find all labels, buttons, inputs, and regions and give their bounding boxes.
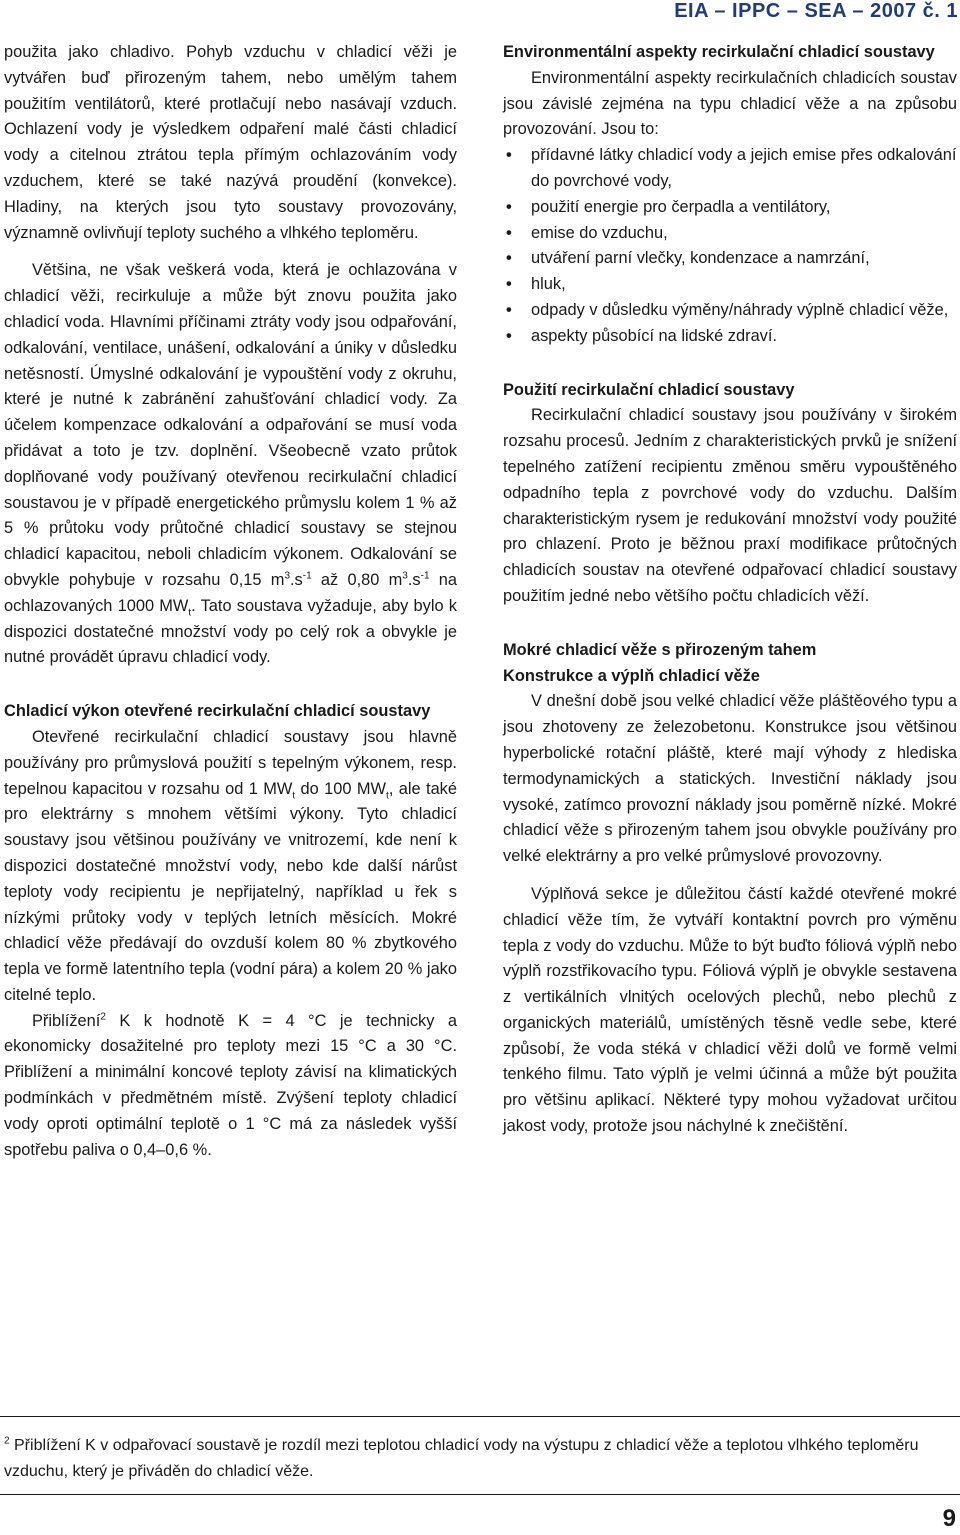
- list-item: • aspekty působící na lidské zdraví.: [503, 324, 957, 350]
- section-heading: Chladicí výkon otevřené recirkulační chladicí soustavy: [4, 702, 431, 721]
- page-header-title: EIA – IPPC – SEA – 2007 č. 1: [674, 0, 958, 22]
- paragraph: Recirkulační chladicí soustavy jsou používány v širokém rozsahu procesů. Jedním z charakteristických prvků je snížení tepelného zatížení recipientu změnou směru vypouštěného odpadního tepla z povrchové vody do vzduchu. Dalším charakteristickým rysem je redukování množství vody použité pro chlazení. Proto je běžnou praxí modifikace průtočných chladicích soustav na otevřené odpařovací chladicí soustavy použitím jedné nebo většího počtu chladicích věží.: [503, 406, 957, 605]
- list-item: • přídavné látky chladicí vody a jejich emise přes odkalování do povrchové vody,: [503, 143, 957, 195]
- bullet-list: [503, 143, 957, 349]
- page-footer-divider: [0, 1494, 960, 1495]
- section-heading: Mokré chladicí věže s přirozeným tahem: [503, 640, 817, 659]
- paragraph: Většina, ne však veškerá voda, která je ochlazována v chladicí věži, recirkuluje a může být znovu použita jako chladicí voda. Hlavními příčinami ztráty vody jsou odpařování, odkalování, ventilace, unášení, odkalování a úniky v důsledku netěsností. Úmyslné odkalování je vypouštění vody z okruhu, které je nutné k zabránění zahušťování chladicí vody. Za účelem kompenzace odkalování a odpařování se musí voda přidávat a toto je tzv. doplnění. Všeobecně vzato průtok doplňované vody používaný otevřenou recirkulační chladicí soustavou je v případě energetického průmyslu kolem 1 % až 5 % průtoku vody průtočné chladicí soustavy se stejnou chladicí kapacitou, neboli chladicím výkonem. Odkalování se obvykle pohybuje v rozsahu 0,15 $m^3.s^{-1}$ až 0,80 $m^3.s^{-1}$ na ochlazovaných 1000 $MW_t$. Tato soustava vyžaduje, aby bylo k dispozici dostatečné množství vody po celý rok a obvykle je nutné provádět úpravu chladicí vody.: [4, 261, 458, 667]
- paragraph: Otevřené recirkulační chladicí soustavy jsou hlavně používány pro průmyslová použití s tepelným výkonem, resp. tepelnou kapacitou v rozsahu od 1 $MW_t$ do 100 $MW_t$, ale také pro elektrárny s mnohem většími výkony. Tyto chladicí soustavy jsou většinou používány ve vnitrozemí, kde není k dispozici dostatečné množství vody, nebo kde další nárůst teploty vody recipientu je nepřijatelný, například u řek s nízkými průtoky vody v teplých letních měsících. Mokré chladicí věže předávají do ovzduší kolem 80 % zbytkového tepla ve formě latentního tepla (vodní pára) a kolem 20 % jako citelné teplo.: [4, 727, 457, 1004]
- paragraph: použita jako chladivo. Pohyb vzduchu v chladicí věži je vytvářen buď přirozeným tahem, nebo umělým tahem použitím ventilátorů, které protlačují nebo nasávají vzduch. Ochlazení vody je výsledkem odpaření malé části chladicí vody a citelnou ztrátou tepla přímým ochlazováním vody vzduchem, které se také nazývá proudění (konvekce). Hladiny, na kterých jsou tyto soustavy provozovány, významně ovlivňují teploty suchého a vlhkého teploměru.: [4, 43, 457, 242]
- section-heading: Environmentální aspekty recirkulační chladicí soustavy: [503, 43, 935, 61]
- paragraph: Výplňová sekce je důležitou částí každé otevřené mokré chladicí věže tím, že vytváří kontaktní povrch pro výměnu tepla z vody do vzduchu. Může to být buďto fóliová výplň nebo výplň rozstřikovacího typu. Fóliová výplň je obvykle sestavena z vertikálních vlnitých ocelových plechů, nebo plechů z organických materiálů, umístěných těsně vedle sebe, které způsobí, že voda stéká v chladicí věži dolů ve formě velmi tenkého filmu. Tato výplň je velmi účinná a může být použita pro většinu aplikací. Některé typy mohou vyžadovat určitou jakost vody, protože jsou náchylné k znečištění.: [503, 884, 957, 1136]
- sub-heading: Konstrukce a výplň chladicí věže: [503, 666, 760, 685]
- footnote: $^2$ Přiblížení K v odpařovací soustavě je rozdíl mezi teplotou chladicí vody na výstupu z chladicí věže a teplotou vlhkého teploměru vzduchu, který je přiváděn do chladicí věže.: [4, 1435, 919, 1480]
- list-item: • odpady v důsledku výměny/náhrady výplně chladicí věže,: [503, 298, 957, 324]
- paragraph: Přiblížení$^2$ K k hodnotě K = 4 °C je technicky a ekonomicky dosažitelné pro teploty mezi 15 °C a 30 °C. Přiblížení a minimální koncové teploty závisí na klimatických podmínkách v předmětném místě. Zvýšení teploty chladicí vody oproti optimální teplotě o 1 °C má za následek vyšší spotřebu paliva o 0,4–0,6 %.: [4, 1011, 457, 1159]
- list-item: • utváření parní vlečky, kondenzace a namrzání,: [503, 246, 957, 272]
- list-item: • použití energie pro čerpadla a ventilátory,: [503, 195, 957, 221]
- list-item: • hluk,: [503, 272, 957, 298]
- paragraph: V dnešní době jsou velké chladicí věže pláštěového typu a jsou zhotoveny ze železobetonu. Konstrukce jsou většinou hyperbolické rotační pláště, které mají výhody z hlediska termodynamických a statických. Investiční náklady jsou vysoké, zatímco provozní náklady jsou poměrně nízké. Mokré chladicí věže s přirozeným tahem jsou obvykle používány pro velké elektrárny a pro velké průmyslové provozovny.: [503, 692, 957, 866]
- right-column: [503, 40, 957, 1140]
- footnote-divider: [0, 1416, 960, 1417]
- page-number: 9: [942, 1505, 956, 1532]
- section-heading: Použití recirkulační chladicí soustavy: [503, 380, 795, 399]
- paragraph: Environmentální aspekty recirkulačních chladicích soustav jsou závislé zejména na typu chladicí věže a na způsobu provozování. Jsou to:: [503, 68, 957, 139]
- list-item: • emise do vzduchu,: [503, 221, 957, 247]
- left-column: [4, 40, 457, 1163]
